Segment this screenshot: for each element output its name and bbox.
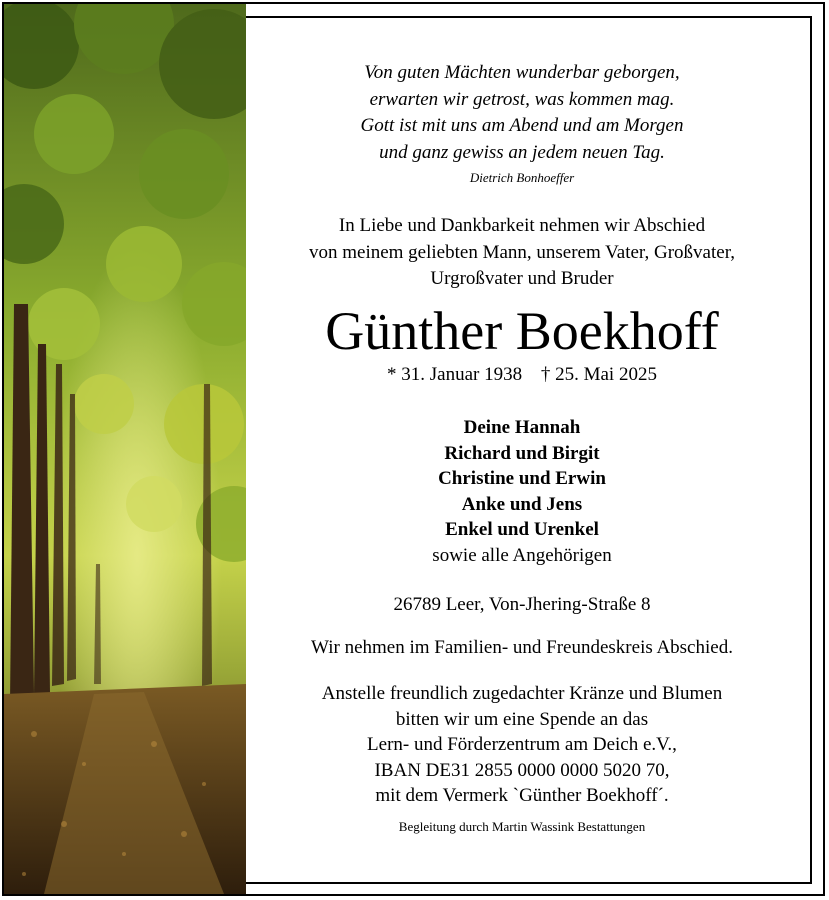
forest-path-photo — [4, 4, 246, 894]
donation-line: Lern- und Förderzentrum am Deich e.V., — [367, 734, 677, 755]
intro-line: Urgroßvater und Bruder — [430, 268, 614, 289]
mourner: Christine und Erwin — [438, 468, 606, 489]
mourner: Anke und Jens — [461, 493, 583, 515]
mourner: Enkel und Urenkel — [445, 519, 599, 540]
donation-line: IBAN DE31 2855 0000 0000 5020 70, — [374, 759, 670, 781]
life-dates — [246, 364, 798, 386]
birth-date: * 31. Januar 1938 — [387, 364, 523, 385]
intro-line: von meinem geliebten Mann, unserem Vater, Großvater, — [308, 241, 736, 263]
donation-line: bitten wir um eine Spende an das — [395, 708, 649, 730]
address: 26789 Leer, Von-Jhering-Straße 8 — [393, 594, 651, 615]
poem — [246, 60, 798, 166]
donation-note — [246, 681, 798, 809]
poem-line: erwarten wir getrost, was kommen mag. — [369, 88, 675, 110]
deceased-name: Günther Boekhoff — [325, 301, 719, 361]
intro-text — [246, 213, 798, 293]
donation-line: mit dem Vermerk `Günther Boekhoff´. — [375, 785, 669, 806]
poem-line: Von guten Mächten wunderbar geborgen, — [364, 62, 680, 83]
poem-author: Dietrich Bonhoeffer — [469, 170, 575, 185]
poem-line: und ganz gewiss an jedem neuen Tag. — [379, 141, 665, 163]
mourners-list — [246, 415, 798, 568]
mourner: Richard und Birgit — [444, 442, 600, 464]
mourner: Deine Hannah — [463, 417, 581, 438]
donation-line: Anstelle freundlich zugedachter Kränze und Blumen — [321, 683, 723, 704]
death-date: † 25. Mai 2025 — [540, 364, 657, 385]
undertaker-credit: Begleitung durch Martin Wassink Bestattungen — [398, 819, 646, 834]
poem-line: Gott ist mit uns am Abend und am Morgen — [360, 115, 684, 136]
mourners-closing: sowie alle Angehörigen — [432, 544, 612, 566]
farewell-note: Wir nehmen im Familien- und Freundeskreis Abschied. — [311, 637, 733, 658]
intro-line: In Liebe und Dankbarkeit nehmen wir Abschied — [338, 215, 706, 236]
